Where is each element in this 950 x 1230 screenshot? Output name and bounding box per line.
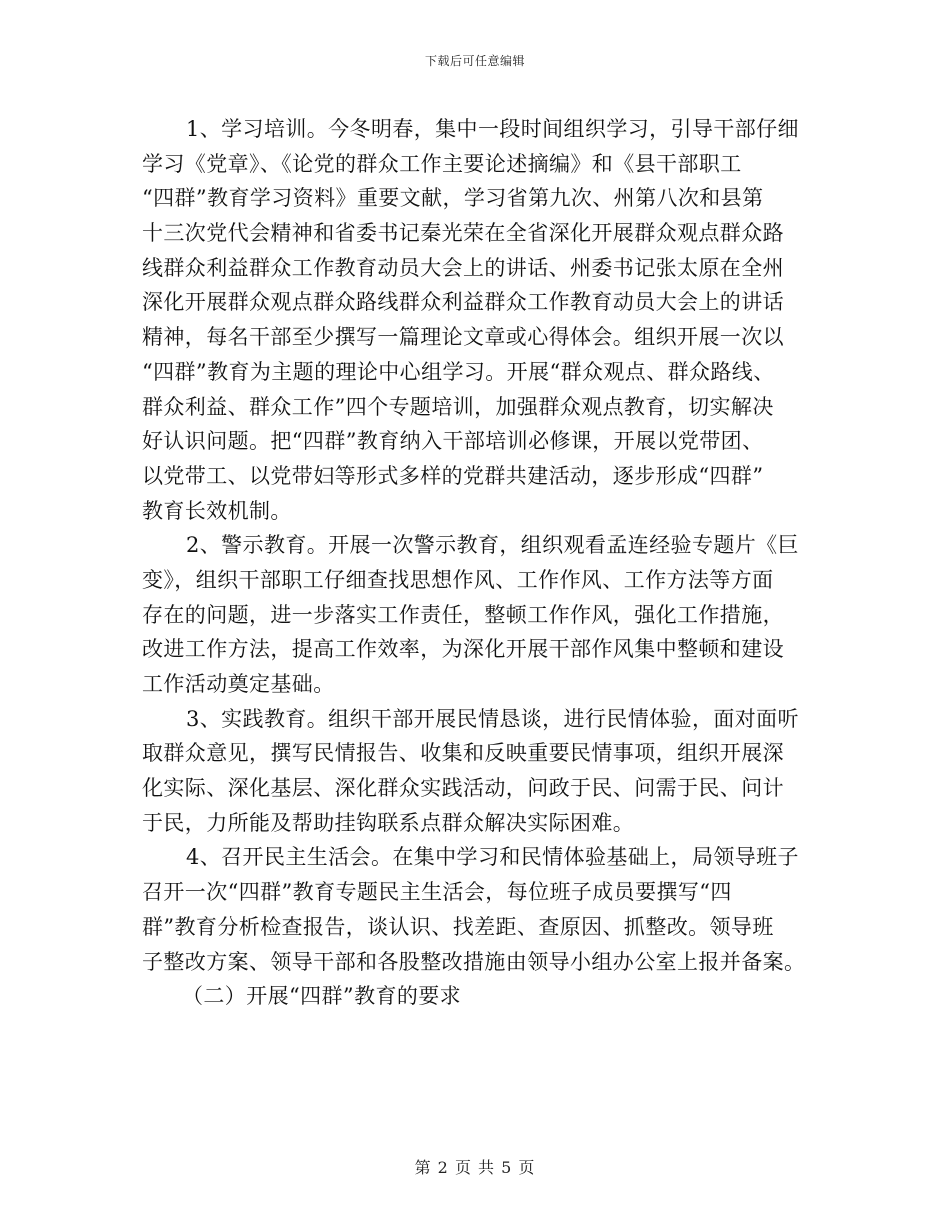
paragraph-line: 十三次党代会精神和省委书记秦光荣在全省深化开展群众观点群众路 — [142, 221, 784, 246]
paragraph-line: 于民，力所能及帮助挂钩联系点群众解决实际困难。 — [142, 810, 635, 835]
paragraph-line: 以党带工、以党带妇等形式多样的党群共建活动，逐步形成“四群” — [142, 463, 764, 488]
document-body — [142, 112, 812, 1014]
paragraph-line: 取群众意见，撰写民情报告、收集和反映重要民情事项，组织开展深 — [142, 741, 784, 766]
paragraph-line: 教育长效机制。 — [142, 498, 292, 523]
paragraph-line: 工作活动奠定基础。 — [142, 672, 335, 696]
paragraph-line: 深化开展群众观点群众路线群众利益群众工作教育动员大会上的讲话 — [142, 290, 784, 315]
paragraph-line: “四群”教育学习资料》重要文献，学习省第九次、州第八次和县第 — [142, 186, 764, 211]
section-subheading: （二）开展“四群”教育的要求 — [182, 984, 462, 1009]
paragraph-line: 群”教育分析检查报告，谈认识、找差距、查原因、抓整改。领导班 — [142, 914, 774, 939]
paragraph-line: “四群”教育为主题的理论中心组学习。开展“群众观点、群众路线、 — [142, 359, 775, 384]
paragraph-line: 学习《党章》、《论党的群众工作主要论述摘编》和《县干部职工 — [142, 151, 742, 176]
paragraph-line: 群众利益、群众工作”四个专题培训，加强群众观点教育，切实解决 — [142, 394, 774, 419]
paragraph-line: 召开一次“四群”教育专题民主生活会，每位班子成员要撰写“四 — [142, 880, 732, 905]
paragraph-line: 3、实践教育。组织干部开展民情恳谈，进行民情体验，面对面听 — [186, 706, 799, 731]
paragraph-line: 子整改方案、领导干部和各股整改措施由领导小组办公室上报并备案。 — [142, 949, 806, 974]
paragraph-line: 化实际、深化基层、深化群众实践活动，问政于民、问需于民、问计 — [142, 776, 784, 801]
paragraph-line: 1、学习培训。今冬明春，集中一段时间组织学习，引导干部仔细 — [186, 117, 799, 141]
paragraph-line: 线群众利益群众工作教育动员大会上的讲话、州委书记张太原在全州 — [142, 255, 784, 280]
paragraph-line: 精神，每名干部至少撰写一篇理论文章或心得体会。组织开展一次以 — [142, 325, 784, 350]
page-number-footer: 第 2 页 共 5 页 — [414, 1158, 536, 1177]
page-header: 下载后可任意编辑 — [424, 54, 525, 68]
paragraph-line: 2、警示教育。开展一次警示教育，组织观看孟连经验专题片《巨 — [186, 533, 799, 558]
paragraph-line: 好认识问题。把“四群”教育纳入干部培训必修课，开展以党带团、 — [142, 429, 764, 454]
paragraph-line: 变》，组织干部职工仔细查找思想作风、工作作风、工作方法等方面 — [142, 567, 774, 592]
paragraph-line: 存在的问题，进一步落实工作责任，整顿工作作风，强化工作措施， — [142, 602, 784, 627]
paragraph-line: 4、召开民主生活会。在集中学习和民情体验基础上，局领导班子 — [186, 845, 799, 870]
paragraph-line: 改进工作方法，提高工作效率，为深化开展干部作风集中整顿和建设 — [142, 637, 784, 662]
